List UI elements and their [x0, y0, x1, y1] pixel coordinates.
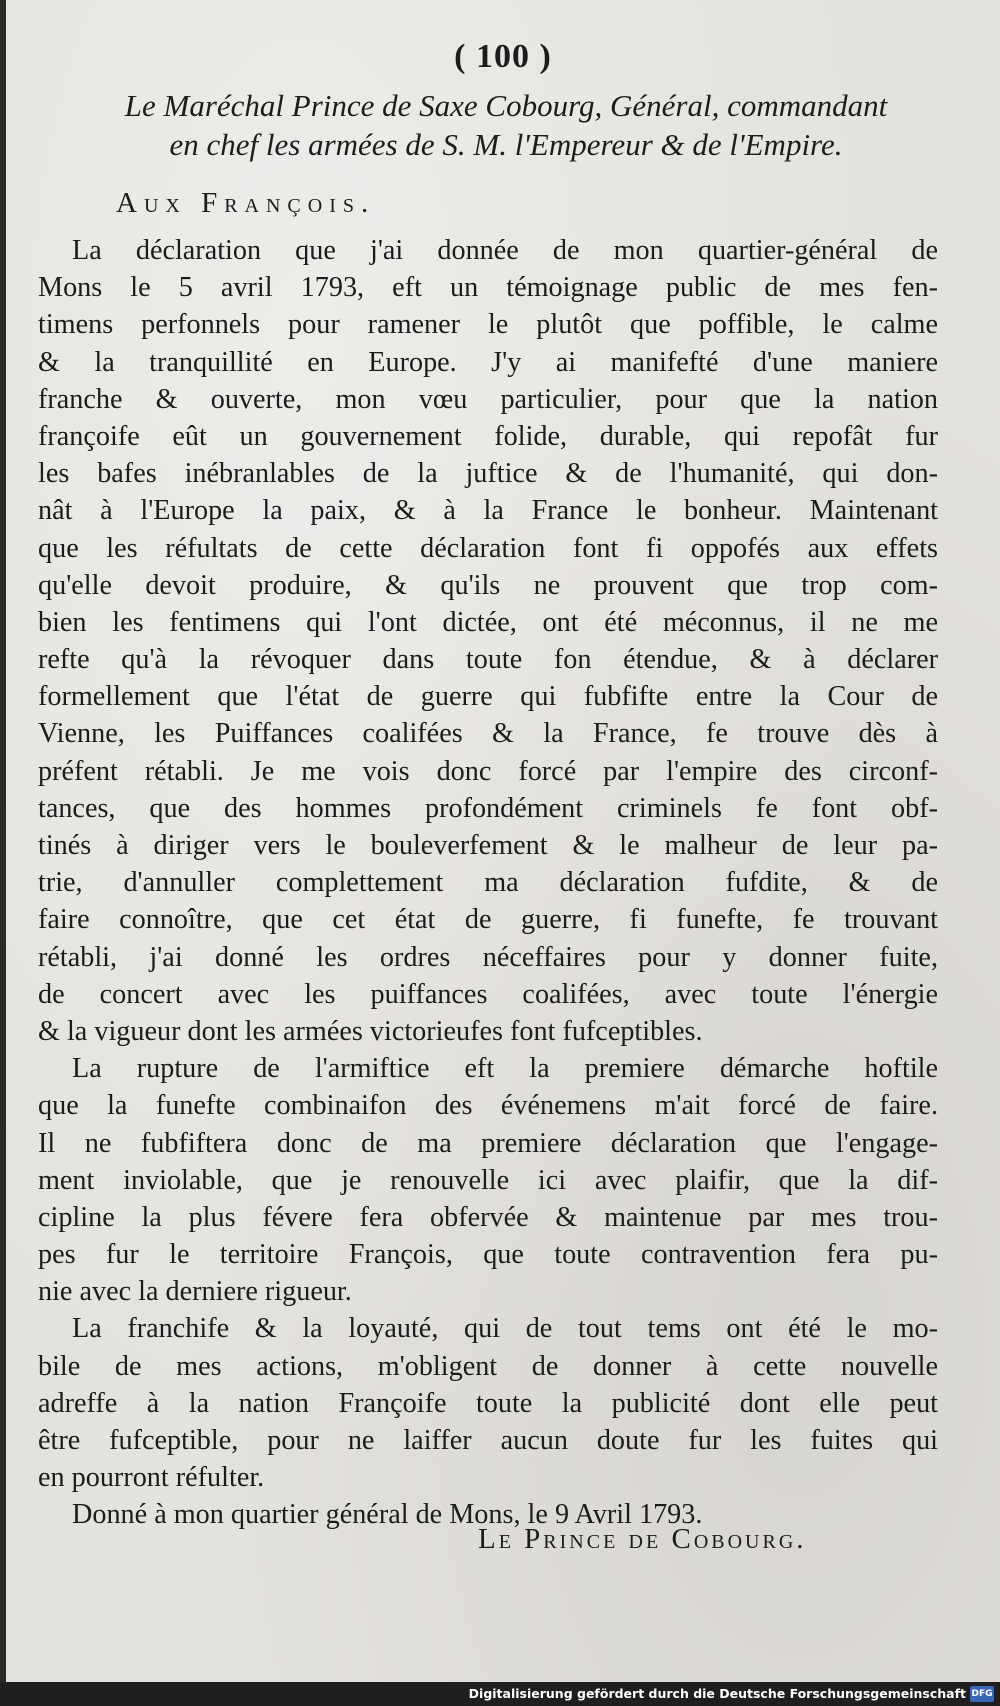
text-line: de concert avec les puiffances coalifées, avec toute l'énergie — [38, 978, 938, 1010]
text-line: qu'elle devoit produire, & qu'ils ne prouvent que trop com- — [38, 569, 938, 601]
text-line: Donné à mon quartier général de Mons, le 9 Avril 1793. — [72, 1499, 703, 1531]
text-line: Mons le 5 avril 1793, eft un témoignage public de mes fen- — [38, 272, 938, 304]
address-line: Aux François. — [116, 187, 376, 219]
text-line: Il ne fubfiftera donc de ma premiere déclaration que l'engage- — [38, 1127, 938, 1159]
text-line: être fufceptible, pour ne laiffer aucun doute fur les fuites qui — [38, 1425, 938, 1456]
text-line: cipline la plus févere fera obfervée & maintenue par mes trou- — [38, 1201, 938, 1233]
funding-credit: Digitalisierung gefördert durch die Deutsche Forschungsgemeinschaft — [468, 1686, 966, 1701]
text-line: bile de mes actions, m'obligent de donner à cette nouvelle — [38, 1350, 938, 1382]
proclamation-body — [38, 232, 938, 1534]
text-line: rétabli, j'ai donné les ordres néceffaires pour y donner fuite, — [38, 941, 938, 973]
heading-line: en chef les armées de S. M. l'Empereur & de l'Empire. — [169, 127, 843, 162]
signature: Le Prince de Cobourg. — [478, 1523, 807, 1555]
text-line: en pourront réfulter. — [38, 1462, 265, 1494]
text-line: bien les fentimens qui l'ont dictée, ont été méconnus, il ne me — [38, 606, 938, 638]
text-line: faire connoître, que cet état de guerre, fi funefte, fe trouvant — [38, 904, 938, 936]
text-line: trie, d'annuller complettement ma déclaration fufdite, & de — [38, 867, 938, 899]
text-line: tinés à diriger vers le bouleverfement & le malheur de leur pa- — [38, 830, 938, 861]
text-line: adreffe à la nation Françoife toute la publicité dont elle peut — [38, 1387, 938, 1419]
text-line: La franchife & la loyauté, qui de tout tems ont été le mo- — [72, 1313, 938, 1345]
text-line: ment inviolable, que je renouvelle ici avec plaifir, que la dif- — [38, 1164, 938, 1196]
footer-bar — [0, 1682, 1000, 1706]
text-line: franche & ouverte, mon vœu particulier, pour que la nation — [38, 383, 938, 415]
text-line: préfent rétabli. Je me vois donc forcé par l'empire des circonf- — [38, 755, 938, 787]
page-number: ( 100 ) — [454, 38, 552, 75]
heading-line: Le Maréchal Prince de Saxe Cobourg, Général, commandant — [124, 88, 888, 123]
text-line: La rupture de l'armiftice eft la premiere démarche hoftile — [72, 1053, 938, 1085]
text-line: timens perfonnels pour ramener le plutôt que poffible, le calme — [38, 309, 938, 341]
text-line: & la vigueur dont les armées victorieufes font fufceptibles. — [38, 1015, 703, 1047]
text-line: que les réfultats de cette déclaration font fi oppofés aux effets — [38, 532, 938, 564]
text-line: tances, que des hommes profondément criminels fe font obf- — [38, 792, 938, 824]
text-line: nie avec la derniere rigueur. — [38, 1276, 352, 1308]
book-page — [6, 0, 1000, 1682]
text-line: refte qu'à la révoquer dans toute fon étendue, & à déclarer — [38, 644, 938, 676]
text-line: La déclaration que j'ai donnée de mon quartier-général de — [72, 235, 938, 266]
proclamation-heading — [56, 86, 956, 164]
text-line: Vienne, les Puiffances coalifées & la France, fe trouve dès à — [38, 718, 938, 750]
text-line: & la tranquillité en Europe. J'y ai manifefté d'une maniere — [38, 346, 938, 378]
text-line: que la funefte combinaifon des événemens m'ait forcé de faire. — [38, 1090, 938, 1122]
dfg-logo-icon: DFG — [970, 1686, 994, 1702]
text-line: pes fur le territoire François, que toute contravention fera pu- — [38, 1239, 938, 1271]
text-line: françoife eût un gouvernement folide, durable, qui repofât fur — [38, 420, 938, 452]
text-line: les bafes inébranlables de la juftice & de l'humanité, qui don- — [38, 458, 938, 490]
text-line: nât à l'Europe la paix, & à la France le bonheur. Maintenant — [38, 495, 938, 527]
text-line: formellement que l'état de guerre qui fubfifte entre la Cour de — [38, 681, 938, 713]
